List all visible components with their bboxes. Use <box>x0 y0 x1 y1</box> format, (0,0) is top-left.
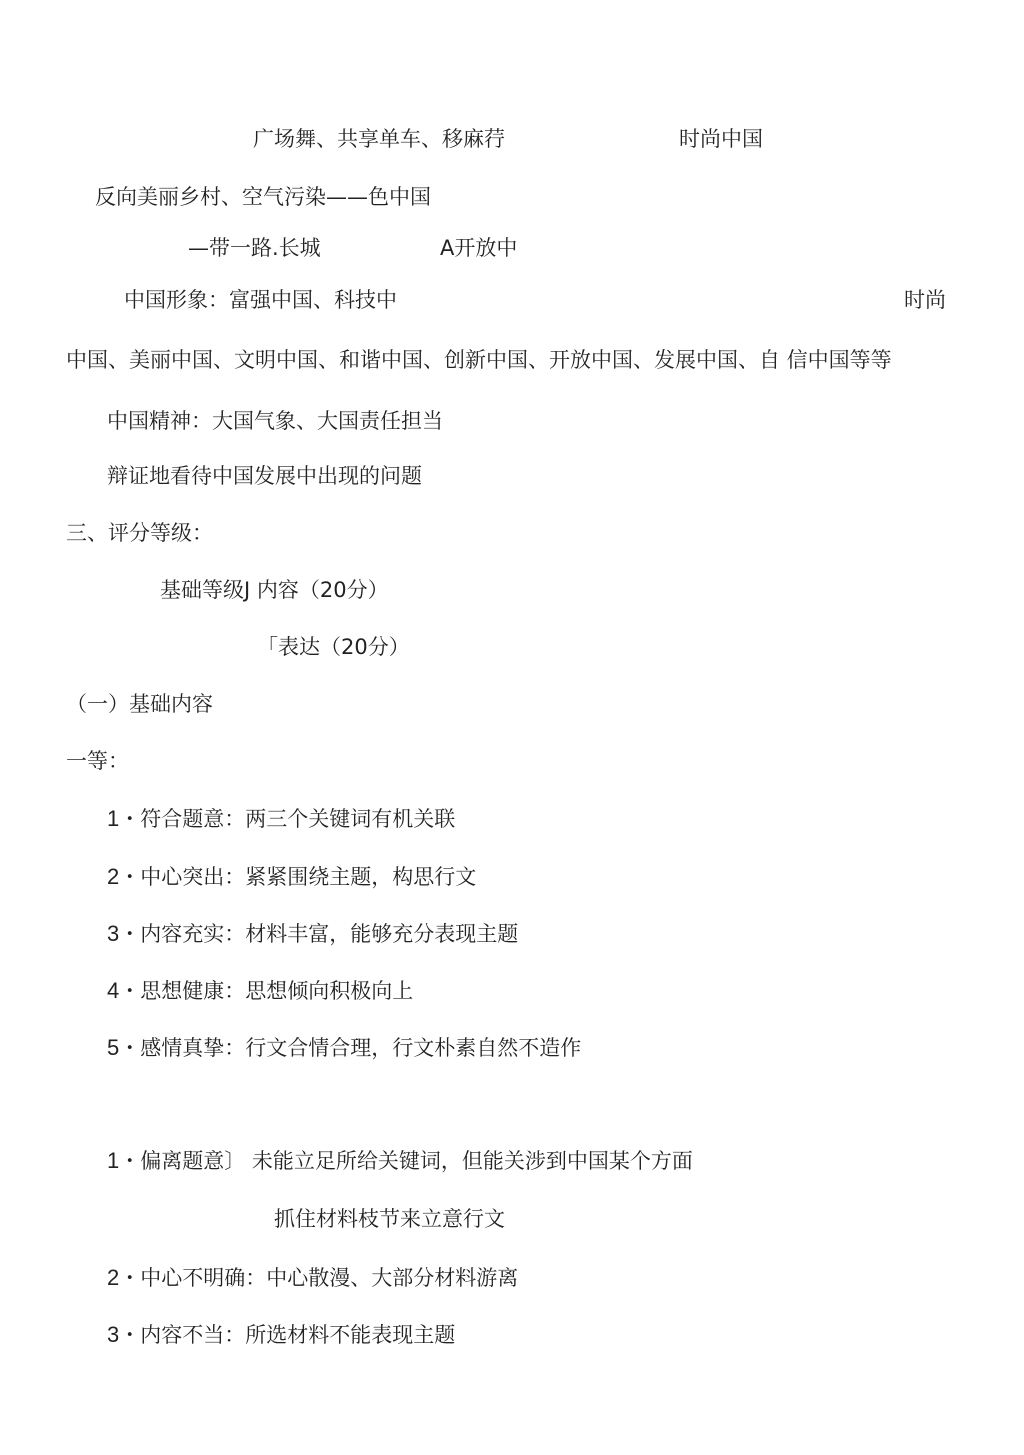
keywords-line: 广场舞、共享单车、移麻荇 <box>253 127 505 151</box>
expression-line: 「表达（20分） <box>257 635 410 659</box>
list-item-text: ・偏离题意〕 未能立足所给关键词，但能关涉到中国某个方面 <box>119 1149 693 1173</box>
list-item <box>107 1265 518 1291</box>
list-item-text: ・中心突出：紧紧围绕主题，构思行文 <box>119 865 477 889</box>
list-item-number: 5 <box>107 1035 120 1060</box>
list-item-continuation: 抓住材料枝节来立意行文 <box>274 1207 505 1231</box>
list-item <box>107 1035 581 1061</box>
list-item <box>107 864 476 890</box>
fashion-label: 时尚 <box>904 288 946 312</box>
section-heading-grading: 三、评分等级： <box>66 521 213 545</box>
dialectic-line: 辩证地看待中国发展中出现的问题 <box>107 464 422 488</box>
list-item-number: 3 <box>107 1322 120 1347</box>
basic-level-content-line: 基础等级J 内容（20分） <box>160 578 389 602</box>
list-item-number: 3 <box>107 921 120 946</box>
open-china-label: A开放中 <box>440 236 518 260</box>
list-item <box>107 806 455 832</box>
list-item-number: 4 <box>107 978 120 1003</box>
list-item <box>107 1148 693 1174</box>
fashion-china-label: 时尚中国 <box>679 127 763 151</box>
china-list-line: 中国、美丽中国、文明中国、和谐中国、创新中国、开放中国、发展中国、自 信中国等等 <box>66 348 892 372</box>
negative-keywords-line: 反向美丽乡村、空气污染——色中国 <box>95 185 431 209</box>
list-item-text: ・内容充实：材料丰富，能够充分表现主题 <box>119 922 519 946</box>
list-item <box>107 1322 455 1348</box>
list-item-text: ・内容不当：所选材料不能表现主题 <box>119 1323 456 1347</box>
list-item-number: 2 <box>107 864 120 889</box>
list-item-text: ・感情真挚：行文合情合理，行文朴素自然不造作 <box>119 1036 582 1060</box>
list-item-text: ・中心不明确：中心散漫、大部分材料游离 <box>119 1266 519 1290</box>
first-grade-heading: 一等： <box>66 749 129 773</box>
china-spirit-line: 中国精神：大国气象、大国责任担当 <box>107 409 443 433</box>
list-item-number: 1 <box>107 1148 120 1173</box>
list-item-text: ・符合题意：两三个关键词有机关联 <box>119 807 456 831</box>
subsection-heading-basic-content: （一）基础内容 <box>66 692 213 716</box>
list-item <box>107 978 413 1004</box>
list-item-number: 1 <box>107 806 120 831</box>
belt-road-line: —带一路.长城 <box>188 236 321 260</box>
list-item-text: ・思想健康：思想倾向积极向上 <box>119 979 414 1003</box>
china-image-line: 中国形象：富强中国、科技中 <box>124 288 397 312</box>
list-item <box>107 921 518 947</box>
list-item-number: 2 <box>107 1265 120 1290</box>
